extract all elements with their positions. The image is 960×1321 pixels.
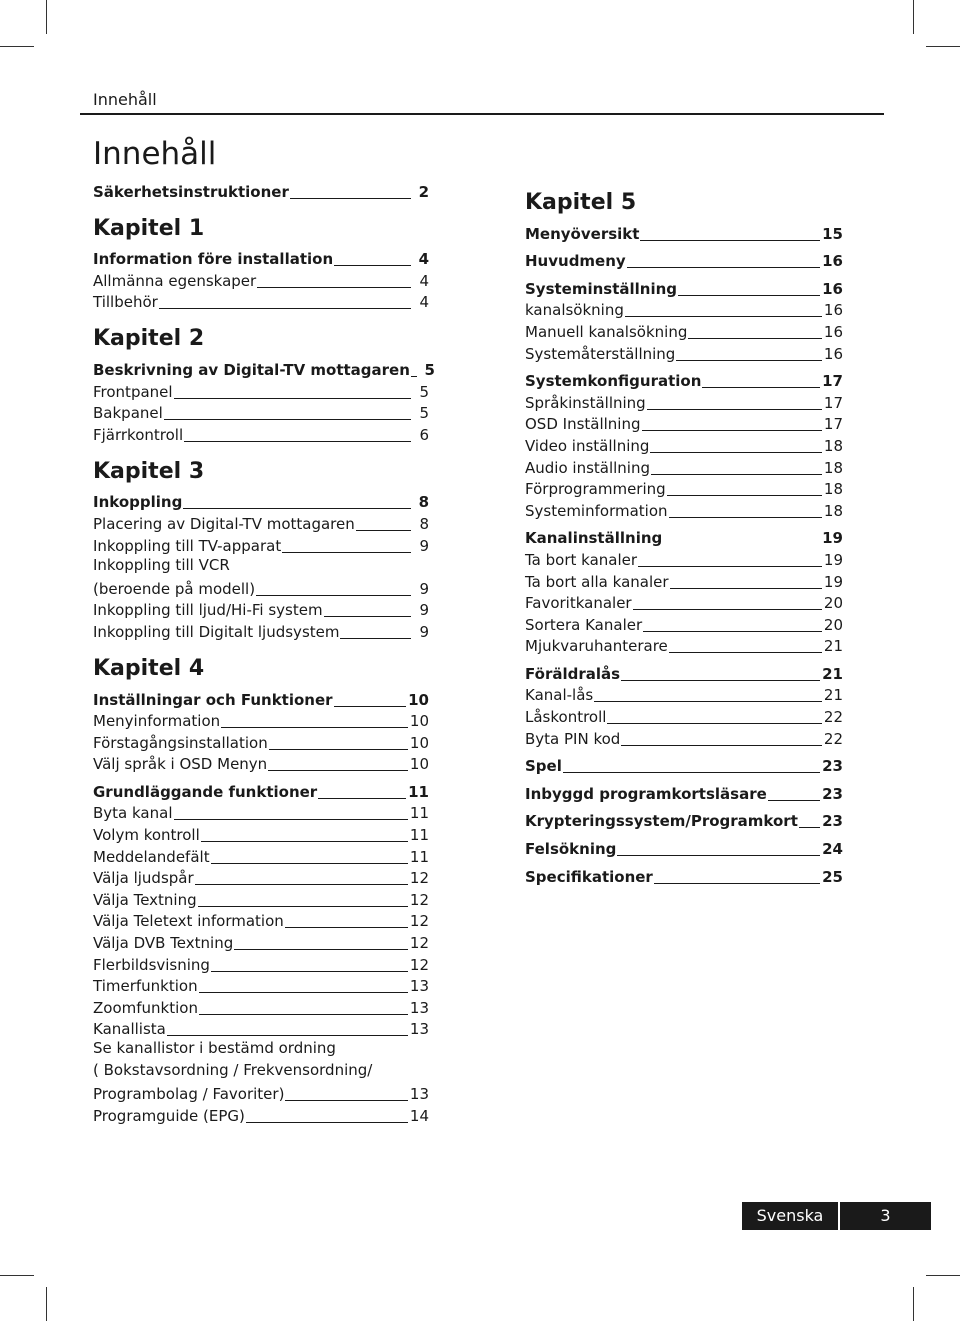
toc-page-number: 21 <box>822 664 843 683</box>
toc-leader-line <box>282 552 411 553</box>
toc-page-number: 25 <box>822 867 843 886</box>
toc-entry[interactable] <box>93 577 429 599</box>
toc-entry[interactable] <box>525 662 843 684</box>
toc-entry[interactable] <box>93 269 429 291</box>
toc-entry-title: Kanalinställning <box>525 529 663 548</box>
toc-entry-title: Programguide (EPG) <box>93 1106 245 1125</box>
toc-entry-title: (beroende på modell) <box>93 579 256 598</box>
chapter-heading: Kapitel 1 <box>93 215 205 241</box>
toc-leader-line <box>334 265 411 266</box>
toc-entry[interactable] <box>93 248 429 270</box>
toc-leader-line <box>640 240 820 241</box>
toc-entry-title: Programbolag / Favoriter) <box>93 1085 285 1104</box>
toc-leader-line <box>159 308 411 309</box>
toc-entry[interactable] <box>525 570 843 592</box>
toc-page-number: 9 <box>419 536 429 555</box>
toc-entry-title: Inkoppling <box>93 493 183 512</box>
toc-leader-line <box>670 588 822 589</box>
toc-leader-line <box>340 638 411 639</box>
toc-entry-title: Zoomfunktion <box>93 998 198 1017</box>
toc-page-number: 10 <box>409 733 429 752</box>
toc-page-number: 22 <box>823 708 843 727</box>
toc-entry-title: Flerbildsvisning <box>93 955 210 974</box>
toc-entry[interactable] <box>93 845 429 867</box>
toc-entry[interactable] <box>525 705 843 727</box>
page-number: 3 <box>880 1206 891 1225</box>
crop-mark <box>0 46 34 47</box>
toc-right-column <box>525 184 843 887</box>
crop-mark <box>913 1287 914 1321</box>
toc-entry[interactable] <box>93 180 429 202</box>
toc-entry[interactable] <box>525 222 843 244</box>
toc-page-number: 16 <box>823 344 843 363</box>
toc-page-number: 18 <box>823 436 843 455</box>
toc-entry-title: Välj språk i OSD Menyn <box>93 755 268 774</box>
toc-leader-line <box>198 906 408 907</box>
toc-leader-line <box>643 631 822 632</box>
toc-entry[interactable] <box>93 1083 429 1105</box>
toc-entry-title: ( Bokstavsordning / Frekvensordning/ <box>93 1061 373 1079</box>
toc-entry-title: Fjärrkontroll <box>93 425 184 444</box>
toc-entry[interactable] <box>525 250 843 272</box>
toc-leader-line <box>607 723 821 724</box>
toc-leader-line <box>234 949 408 950</box>
toc-entry-title: Timerfunktion <box>93 977 198 996</box>
toc-entry[interactable] <box>525 478 843 500</box>
toc-leader-line <box>799 827 820 828</box>
toc-leader-line <box>318 798 406 799</box>
toc-page-number: 21 <box>823 686 843 705</box>
toc-page-number: 10 <box>408 690 429 709</box>
toc-entry[interactable] <box>525 434 843 456</box>
toc-page-number: 11 <box>409 804 429 823</box>
toc-entry[interactable] <box>525 755 843 777</box>
toc-entry-title: Inkoppling till ljud/Hi-Fi system <box>93 601 323 620</box>
toc-entry-title: Grundläggande funktioner <box>93 782 318 801</box>
toc-entry-continuation[interactable] <box>93 556 429 578</box>
chapter-heading: Kapitel 2 <box>93 326 205 352</box>
toc-page-number: 20 <box>823 615 843 634</box>
toc-page-number: 9 <box>419 622 429 641</box>
toc-entry[interactable] <box>93 512 429 534</box>
toc-entry[interactable] <box>93 888 429 910</box>
toc-page-number: 9 <box>419 601 429 620</box>
toc-leader-line <box>650 452 822 453</box>
toc-entry-title: Föräldralås <box>525 664 621 683</box>
toc-entry-title: kanalsökning <box>525 301 624 320</box>
toc-leader-line <box>625 316 822 317</box>
toc-entry-title: Tillbehör <box>93 293 158 312</box>
toc-entry[interactable] <box>525 527 843 549</box>
toc-page-number: 16 <box>822 279 843 298</box>
toc-entry-title: Inkoppling till VCR <box>93 555 230 574</box>
toc-leader-line <box>269 749 408 750</box>
toc-entry-title: Information före installation <box>93 250 334 269</box>
crop-mark <box>926 46 960 47</box>
toc-entry[interactable] <box>525 782 843 804</box>
toc-entry[interactable] <box>525 837 843 859</box>
toc-entry-title: Beskrivning av Digital-TV mottagaren <box>93 360 410 379</box>
toc-entry[interactable] <box>93 1104 429 1126</box>
toc-entry[interactable] <box>93 780 429 802</box>
toc-entry-title: Inställningar och Funktioner <box>93 690 333 709</box>
toc-leader-line <box>621 745 822 746</box>
toc-leader-line <box>285 1100 407 1101</box>
toc-entry[interactable] <box>93 1018 429 1040</box>
toc-leader-line <box>211 971 408 972</box>
toc-entry[interactable] <box>525 391 843 413</box>
toc-page-number: 8 <box>418 493 429 512</box>
toc-page-number: 17 <box>822 372 843 391</box>
toc-leader-line <box>633 609 822 610</box>
toc-leader-line <box>638 566 822 567</box>
toc-entry-title: Spel <box>525 757 562 776</box>
toc-entry-title: Specifikationer <box>525 867 653 886</box>
toc-leader-line <box>201 841 408 842</box>
toc-page-number: 4 <box>418 250 429 269</box>
toc-leader-line <box>211 863 408 864</box>
toc-page-number: 9 <box>419 579 429 598</box>
toc-entry-title: Menyöversikt <box>525 224 640 243</box>
toc-entry-title: Välja DVB Textning <box>93 934 234 953</box>
toc-entry[interactable] <box>525 456 843 478</box>
toc-leader-line <box>642 430 822 431</box>
toc-entry-title: Sortera Kanaler <box>525 615 643 634</box>
toc-leader-line <box>669 517 822 518</box>
crop-mark <box>0 1275 34 1276</box>
toc-entry-title: Menyinformation <box>93 712 221 731</box>
toc-entry-title: Inbyggd programkortsläsare <box>525 784 767 803</box>
toc-entry-title: Audio inställning <box>525 458 651 477</box>
toc-entry-title: Inkoppling till Digitalt ljudsystem <box>93 622 340 641</box>
toc-leader-line <box>199 1014 408 1015</box>
toc-entry[interactable] <box>525 342 843 364</box>
toc-entry-title: Mjukvaruhanterare <box>525 637 668 656</box>
toc-entry[interactable] <box>525 548 843 570</box>
toc-page-number: 12 <box>409 912 429 931</box>
toc-page-number: 15 <box>822 224 843 243</box>
toc-leader-line <box>627 267 820 268</box>
toc-page-number: 11 <box>409 847 429 866</box>
toc-page-number: 13 <box>409 1020 429 1039</box>
toc-leader-line <box>768 800 820 801</box>
toc-leader-line <box>246 1122 408 1123</box>
toc-entry[interactable] <box>93 731 429 753</box>
running-header: Innehåll <box>93 90 157 109</box>
toc-leader-line <box>256 595 411 596</box>
chapter-heading: Kapitel 3 <box>93 458 205 484</box>
toc-page-number: 8 <box>419 514 429 533</box>
toc-page-number: 13 <box>409 1085 429 1104</box>
toc-entry-title: Video inställning <box>525 436 650 455</box>
toc-entry-title: Ta bort alla kanaler <box>525 572 669 591</box>
toc-page-number: 12 <box>409 955 429 974</box>
toc-entry-title: Välja Textning <box>93 890 197 909</box>
toc-entry-title: Huvudmeny <box>525 252 626 271</box>
toc-page-number: 23 <box>822 757 843 776</box>
toc-leader-line <box>678 295 820 296</box>
toc-entry-title: Felsökning <box>525 840 617 859</box>
toc-page-number: 12 <box>409 890 429 909</box>
toc-entry-title: Låskontroll <box>525 708 607 727</box>
toc-entry[interactable] <box>93 534 429 556</box>
toc-page-number: 23 <box>822 784 843 803</box>
toc-entry-title: Kanallista <box>93 1020 166 1039</box>
toc-entry[interactable] <box>93 620 429 642</box>
toc-entry[interactable] <box>93 753 429 775</box>
toc-page-number: 10 <box>409 755 429 774</box>
toc-page-number: 18 <box>823 480 843 499</box>
toc-leader-line <box>334 706 407 707</box>
toc-page-number: 5 <box>419 404 429 423</box>
toc-entry[interactable] <box>525 810 843 832</box>
toc-leader-line <box>667 495 822 496</box>
toc-leader-line <box>268 770 408 771</box>
toc-leader-line <box>563 772 820 773</box>
toc-entry[interactable] <box>93 688 429 710</box>
toc-entry[interactable] <box>93 867 429 889</box>
toc-entry-title: Frontpanel <box>93 382 173 401</box>
toc-page-number: 14 <box>409 1106 429 1125</box>
toc-page-number: 22 <box>823 729 843 748</box>
toc-entry-title: Inkoppling till TV-apparat <box>93 536 282 555</box>
toc-leader-line <box>676 360 822 361</box>
toc-entry[interactable] <box>93 291 429 313</box>
toc-leader-line <box>257 287 411 288</box>
toc-entry-title: Säkerhetsinstruktioner <box>93 182 289 201</box>
toc-entry[interactable] <box>93 953 429 975</box>
toc-leader-line <box>669 652 822 653</box>
toc-leader-line <box>594 701 822 702</box>
toc-page-number: 5 <box>419 382 429 401</box>
toc-entry[interactable] <box>525 727 843 749</box>
toc-page-number: 17 <box>823 393 843 412</box>
toc-entry[interactable] <box>525 684 843 706</box>
toc-leader-line <box>647 409 822 410</box>
toc-leader-line <box>290 198 411 199</box>
toc-leader-line <box>221 727 408 728</box>
toc-entry[interactable] <box>93 802 429 824</box>
toc-page-number: 4 <box>419 271 429 290</box>
toc-page-number: 5 <box>424 360 435 379</box>
toc-leader-line <box>688 338 822 339</box>
toc-entry-title: Bakpanel <box>93 404 163 423</box>
toc-entry[interactable] <box>93 423 429 445</box>
toc-entry[interactable] <box>93 975 429 997</box>
toc-page-number: 16 <box>823 322 843 341</box>
toc-entry-title: Språkinställning <box>525 393 646 412</box>
chapter-heading: Kapitel 4 <box>93 655 205 681</box>
toc-leader-line <box>617 855 820 856</box>
crop-mark <box>46 0 47 34</box>
toc-leader-line <box>651 474 822 475</box>
toc-entry-title: Förprogrammering <box>525 480 666 499</box>
toc-page-number: 19 <box>822 529 843 548</box>
toc-entry[interactable] <box>93 599 429 621</box>
toc-entry[interactable] <box>525 277 843 299</box>
toc-leader-line <box>702 387 820 388</box>
toc-entry[interactable] <box>93 931 429 953</box>
toc-leader-line <box>324 616 411 617</box>
toc-page-number: 13 <box>409 998 429 1017</box>
toc-leader-line <box>174 398 411 399</box>
footer-language: Svenska <box>756 1206 824 1225</box>
toc-entry-title: Volym kontroll <box>93 826 200 845</box>
toc-page-number: 13 <box>409 977 429 996</box>
toc-entry-title: Systeminformation <box>525 501 668 520</box>
toc-page-number: 12 <box>409 869 429 888</box>
toc-page-number: 16 <box>823 301 843 320</box>
toc-page-number: 10 <box>409 712 429 731</box>
page-title: Innehåll <box>93 136 217 172</box>
crop-mark <box>913 0 914 34</box>
toc-entry-title: Placering av Digital-TV mottagaren <box>93 514 355 533</box>
toc-leader-line <box>654 883 820 884</box>
toc-leader-line <box>174 819 408 820</box>
toc-entry-title: Allmänna egenskaper <box>93 271 257 290</box>
toc-page-number: 18 <box>823 501 843 520</box>
toc-entry[interactable] <box>93 996 429 1018</box>
toc-page-number: 11 <box>408 782 429 801</box>
crop-mark <box>46 1287 47 1321</box>
toc-entry-continuation[interactable] <box>93 1061 429 1083</box>
toc-entry-title: Manuell kanalsökning <box>525 322 688 341</box>
toc-entry[interactable] <box>525 592 843 614</box>
header-rule <box>80 113 884 115</box>
toc-leader-line <box>356 530 411 531</box>
toc-entry-title: Ta bort kanaler <box>525 550 638 569</box>
toc-leader-line <box>411 376 417 377</box>
toc-page-number: 20 <box>823 594 843 613</box>
footer-page-tab <box>742 1202 931 1230</box>
toc-leader-line <box>167 1035 408 1036</box>
toc-entry[interactable] <box>93 402 429 424</box>
toc-page-number: 12 <box>409 934 429 953</box>
toc-entry[interactable] <box>93 823 429 845</box>
toc-leader-line <box>164 419 411 420</box>
toc-leader-line <box>195 884 408 885</box>
toc-entry-title: Kanal-lås <box>525 686 594 705</box>
toc-page-number: 19 <box>823 550 843 569</box>
toc-leader-line <box>199 992 408 993</box>
toc-entry[interactable] <box>93 491 429 513</box>
toc-entry-title: Förstagångsinstallation <box>93 733 268 752</box>
toc-leader-line <box>184 441 411 442</box>
toc-page-number: 18 <box>823 458 843 477</box>
crop-mark <box>926 1275 960 1276</box>
toc-entry[interactable] <box>525 635 843 657</box>
toc-entry-continuation[interactable] <box>93 1039 429 1061</box>
toc-entry[interactable] <box>525 413 843 435</box>
toc-entry-title: Meddelandefält <box>93 847 210 866</box>
toc-entry-title: Favoritkanaler <box>525 594 632 613</box>
toc-entry-title: Välja Teletext information <box>93 912 284 931</box>
toc-page-number: 23 <box>822 812 843 831</box>
toc-page-number: 17 <box>823 415 843 434</box>
toc-page-number: 24 <box>822 840 843 859</box>
toc-page-number: 19 <box>823 572 843 591</box>
toc-left-column <box>93 180 435 1126</box>
toc-entry-title: Krypteringssystem/Programkort <box>525 812 798 831</box>
toc-entry[interactable] <box>525 370 843 392</box>
chapter-heading: Kapitel 5 <box>525 190 637 215</box>
toc-leader-line <box>621 680 820 681</box>
toc-entry[interactable] <box>525 320 843 342</box>
toc-page-number: 4 <box>419 293 429 312</box>
toc-entry[interactable] <box>93 910 429 932</box>
toc-page-number: 2 <box>418 182 429 201</box>
toc-entry-title: Byta PIN kod <box>525 729 621 748</box>
toc-entry[interactable] <box>93 710 429 732</box>
toc-leader-line <box>183 508 411 509</box>
toc-entry[interactable] <box>525 299 843 321</box>
toc-entry[interactable] <box>93 380 429 402</box>
toc-entry-title: Byta kanal <box>93 804 173 823</box>
toc-entry-title: Systemåterställning <box>525 344 676 363</box>
toc-page-number: 11 <box>409 826 429 845</box>
toc-leader-line <box>285 927 408 928</box>
toc-entry-title: Systemkonfiguration <box>525 372 702 391</box>
toc-entry[interactable] <box>525 499 843 521</box>
toc-page-number: 21 <box>823 637 843 656</box>
toc-entry-title: Se kanallistor i bestämd ordning <box>93 1039 336 1058</box>
toc-page-number: 6 <box>419 425 429 444</box>
toc-entry[interactable] <box>525 865 843 887</box>
toc-entry[interactable] <box>525 613 843 635</box>
toc-entry-title: Systeminställning <box>525 279 678 298</box>
toc-entry-title: OSD Inställning <box>525 415 641 434</box>
toc-entry[interactable] <box>93 358 435 380</box>
toc-entry-title: Välja ljudspår <box>93 869 194 888</box>
toc-page-number: 16 <box>822 252 843 271</box>
